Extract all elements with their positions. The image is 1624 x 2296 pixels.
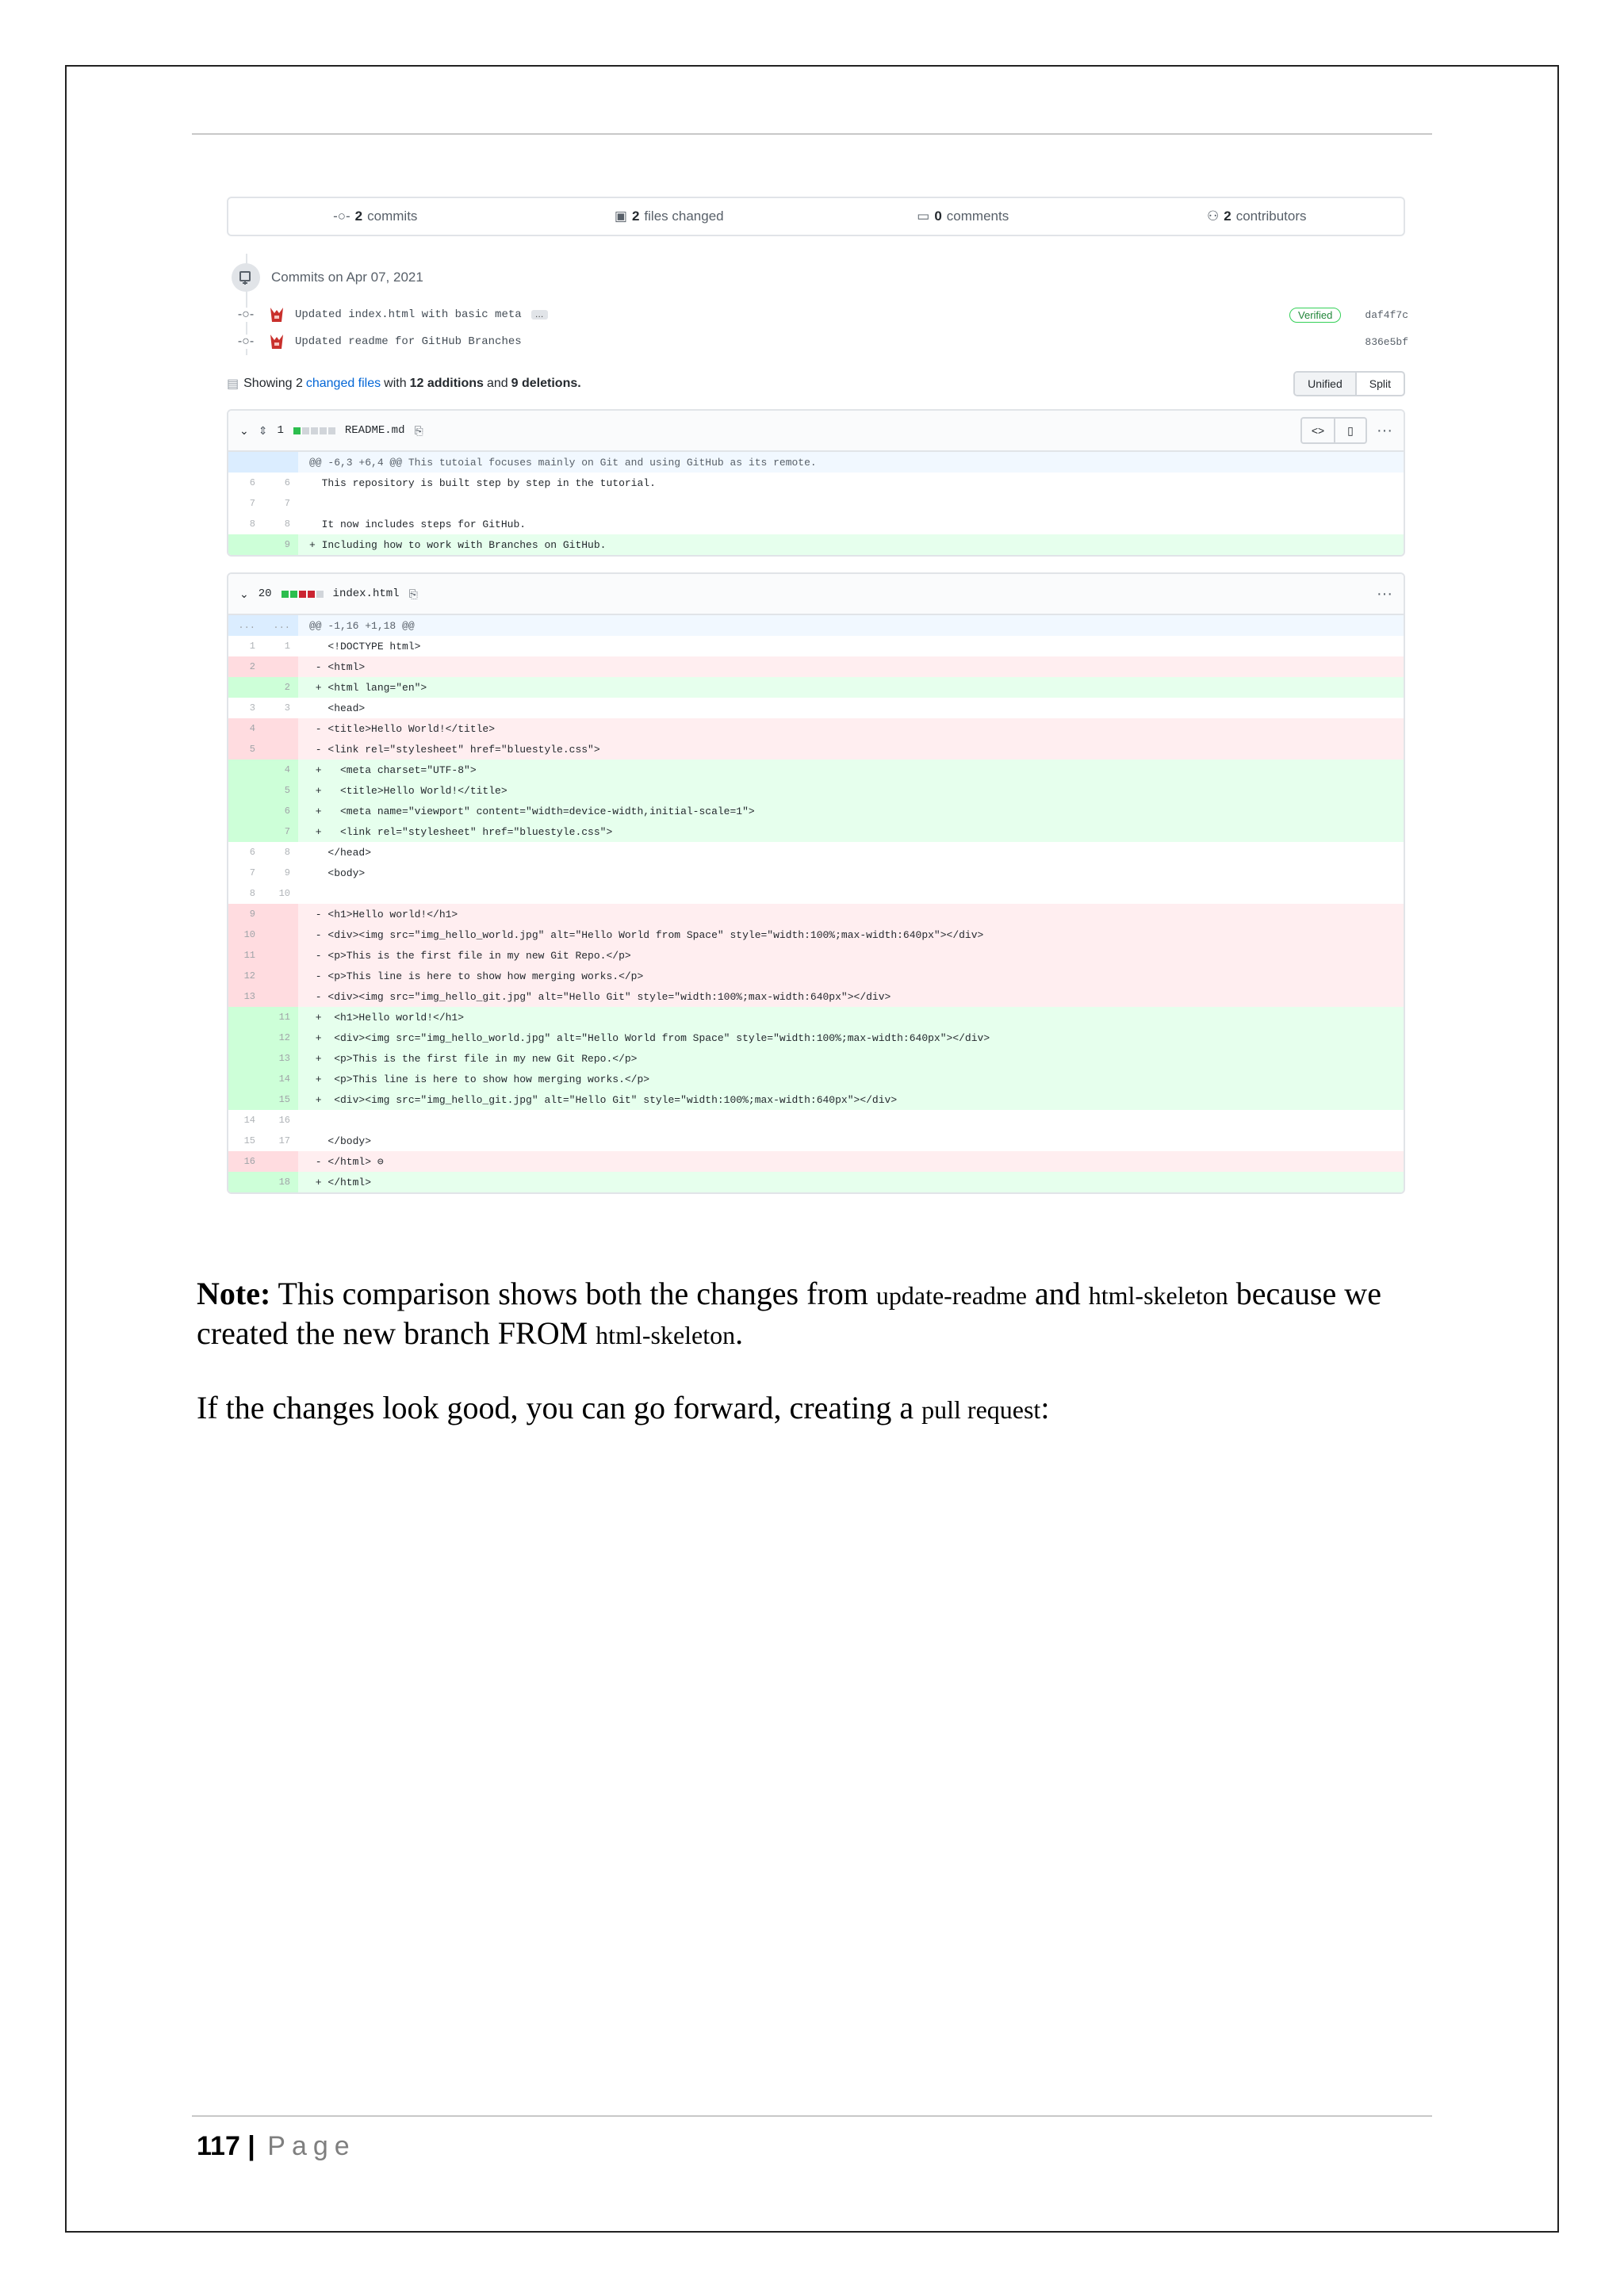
diff-line — [228, 534, 1404, 555]
chevron-down-icon[interactable]: ⌄ — [239, 587, 249, 600]
old-line-number[interactable]: 6 — [249, 477, 255, 488]
diff-line — [228, 821, 1404, 842]
summary-with: with — [384, 377, 407, 390]
note-paragraph — [197, 1275, 1434, 1354]
commit-row — [232, 333, 1408, 350]
changed-files-link[interactable]: changed files — [305, 377, 381, 390]
line-code: + <div><img src="img_hello_world.jpg" alt="Hello World from Space" style="width:100%;max-width:640px"></div> — [309, 1031, 990, 1044]
new-line-number[interactable] — [263, 966, 298, 986]
old-line-number[interactable] — [228, 1048, 263, 1069]
new-line-number[interactable]: 17 — [278, 1135, 290, 1146]
line-code: @@ -1,16 +1,18 @@ — [309, 619, 415, 632]
diff-line — [228, 677, 1404, 698]
file-diff-index-html — [227, 572, 1405, 1194]
line-code: + <title>Hello World!</title> — [309, 784, 508, 797]
line-code: + <p>This line is here to show how merging works.</p> — [309, 1073, 650, 1085]
new-line-number[interactable]: 15 — [263, 1089, 298, 1110]
line-code: + Including how to work with Branches on GitHub. — [309, 538, 607, 551]
diff-body — [228, 452, 1404, 555]
line-code: - <html> — [309, 660, 366, 673]
commits-count: 2 — [354, 209, 363, 224]
old-line-number[interactable]: 6 — [249, 847, 255, 858]
change-count: 1 — [277, 424, 284, 437]
line-code: - <div><img src="img_hello_git.jpg" alt="Hello Git" style="width:100%;max-width:640px"></div> — [309, 990, 891, 1003]
footer-rule — [192, 2115, 1432, 2117]
new-line-number[interactable]: 2 — [263, 677, 298, 698]
diff-summary — [227, 368, 1405, 400]
new-line-number[interactable] — [263, 452, 298, 473]
verified-badge[interactable]: Verified — [1289, 308, 1341, 323]
new-line-number[interactable]: 10 — [278, 888, 290, 899]
stat-contributors[interactable] — [1110, 209, 1404, 224]
diff-line — [228, 904, 1404, 924]
old-line-number[interactable] — [228, 1027, 263, 1048]
diff-line — [228, 514, 1404, 534]
diff-line — [228, 1151, 1404, 1172]
new-line-number[interactable]: 8 — [284, 519, 290, 530]
diffstat-blocks — [293, 427, 335, 434]
commit-dot-icon: -○- — [232, 308, 260, 322]
line-code: - <div><img src="img_hello_world.jpg" alt="Hello World from Space" style="width:100%;max-width:640px"></div> — [309, 928, 984, 941]
file-view-icon[interactable]: ▯ — [1334, 419, 1365, 442]
old-line-number[interactable]: 5 — [228, 739, 263, 760]
summary-showing: Showing 2 — [243, 377, 303, 390]
line-code: </body> — [309, 1135, 372, 1147]
body-paragraph — [197, 1389, 1434, 1429]
old-line-number[interactable]: 12 — [228, 966, 263, 986]
diff-line — [228, 1069, 1404, 1089]
commit-expand-button[interactable]: … — [531, 310, 548, 320]
line-code: This repository is built step by step in the tutorial. — [309, 476, 656, 489]
new-line-number[interactable] — [263, 986, 298, 1007]
old-line-number[interactable] — [228, 1172, 263, 1192]
diff-line — [228, 1131, 1404, 1151]
diff-line — [228, 698, 1404, 718]
new-line-number[interactable]: 5 — [263, 780, 298, 801]
line-code: - <p>This line is here to show how merging works.</p> — [309, 970, 644, 982]
old-line-number[interactable] — [228, 452, 263, 473]
diff-line — [228, 473, 1404, 493]
more-options-icon[interactable]: ··· — [1377, 584, 1392, 603]
line-code: + </html> — [309, 1176, 372, 1188]
line-code: + <meta charset="UTF-8"> — [309, 763, 477, 776]
old-line-number[interactable]: 16 — [228, 1151, 263, 1172]
new-line-number[interactable]: 14 — [263, 1069, 298, 1089]
stat-files-changed[interactable] — [523, 209, 817, 224]
commit-row — [232, 306, 1408, 323]
new-line-number[interactable]: 7 — [284, 498, 290, 509]
diff-line — [228, 986, 1404, 1007]
commit-message[interactable]: Updated readme for GitHub Branches — [295, 335, 522, 348]
comment-icon: ▭ — [917, 209, 930, 224]
new-line-number[interactable] — [263, 739, 298, 760]
line-code: + <link rel="stylesheet" href="bluestyle.css"> — [309, 825, 613, 838]
diff-line — [228, 656, 1404, 677]
line-code: <!DOCTYPE html> — [309, 640, 421, 652]
new-line-number[interactable]: 7 — [263, 821, 298, 842]
commit-timeline — [227, 254, 1408, 355]
contributors-count: 2 — [1224, 209, 1231, 224]
body-text: : — [1040, 1390, 1050, 1425]
files-count: 2 — [631, 209, 640, 224]
timeline-date-header — [232, 263, 423, 292]
new-line-number[interactable]: 12 — [263, 1027, 298, 1048]
old-line-number[interactable] — [228, 677, 263, 698]
new-line-number[interactable] — [263, 924, 298, 945]
commits-date: Commits on Apr 07, 2021 — [271, 270, 423, 285]
chevron-down-icon[interactable]: ⌄ — [239, 423, 249, 437]
file-diff-icon: ▣ — [614, 209, 627, 224]
comments-label: comments — [946, 209, 1009, 224]
old-line-number[interactable]: 10 — [228, 924, 263, 945]
old-line-number[interactable] — [228, 760, 263, 780]
diff-line — [228, 883, 1404, 904]
change-count: 20 — [258, 587, 272, 600]
line-code: <head> — [309, 702, 366, 714]
files-label: files changed — [644, 209, 724, 224]
diff-body — [228, 615, 1404, 1192]
diff-line — [228, 966, 1404, 986]
diff-line — [228, 760, 1404, 780]
avatar[interactable] — [268, 306, 285, 323]
old-line-number[interactable]: 8 — [249, 519, 255, 530]
diff-view-toggle — [1293, 371, 1405, 396]
new-line-number[interactable]: 8 — [284, 847, 290, 858]
stat-commits[interactable] — [228, 209, 523, 224]
commit-dot-icon: -○- — [232, 335, 260, 349]
old-line-number[interactable] — [228, 1069, 263, 1089]
new-line-number[interactable] — [263, 945, 298, 966]
new-line-number[interactable]: 9 — [263, 534, 298, 555]
diff-line — [228, 1172, 1404, 1192]
github-compare-screenshot — [227, 197, 1408, 1194]
old-line-number[interactable] — [228, 1007, 263, 1027]
line-code: @@ -6,3 +6,4 @@ This tutoial focuses mainly on Git and using GitHub as its remote. — [309, 456, 817, 469]
diff-line — [228, 780, 1404, 801]
old-line-number[interactable]: ... — [228, 615, 263, 636]
old-line-number[interactable] — [228, 801, 263, 821]
commits-label: commits — [367, 209, 418, 224]
new-line-number[interactable]: 18 — [263, 1172, 298, 1192]
commit-sha[interactable]: daf4f7c — [1365, 308, 1408, 321]
diff-line — [228, 1048, 1404, 1069]
old-line-number[interactable] — [228, 821, 263, 842]
new-line-number[interactable]: 13 — [263, 1048, 298, 1069]
old-line-number[interactable]: 14 — [243, 1115, 255, 1126]
line-code: + <meta name="viewport" content="width=device-width,initial-scale=1"> — [309, 805, 755, 817]
code-view-icon[interactable]: <> — [1311, 424, 1325, 437]
diff-line — [228, 842, 1404, 863]
old-line-number[interactable] — [228, 1089, 263, 1110]
commit-message[interactable]: Updated index.html with basic meta — [295, 308, 522, 321]
line-code: + <div><img src="img_hello_git.jpg" alt="Hello Git" style="width:100%;max-width:640px"></div> — [309, 1093, 898, 1106]
diff-line — [228, 863, 1404, 883]
file-name[interactable]: README.md — [344, 424, 405, 437]
commit-icon: -○- — [333, 209, 350, 224]
new-line-number[interactable]: 1 — [284, 641, 290, 652]
new-line-number[interactable]: 6 — [263, 801, 298, 821]
avatar[interactable] — [268, 333, 285, 350]
line-code: - <h1>Hello world!</h1> — [309, 908, 458, 920]
old-line-number[interactable]: 15 — [243, 1135, 255, 1146]
body-text: If the changes look good, you can go forward, creating a — [197, 1390, 922, 1425]
note-text: . — [735, 1315, 744, 1351]
people-icon: ⚇ — [1206, 209, 1220, 224]
new-line-number[interactable] — [263, 904, 298, 924]
old-line-number[interactable] — [228, 780, 263, 801]
copy-icon[interactable]: ⎘ — [408, 587, 418, 600]
diffstat-blocks — [282, 591, 324, 598]
new-line-number[interactable]: 3 — [284, 702, 290, 714]
more-options-icon[interactable]: ··· — [1377, 421, 1392, 439]
old-line-number[interactable]: 7 — [249, 498, 255, 509]
new-line-number[interactable]: 6 — [284, 477, 290, 488]
line-code: + <h1>Hello world!</h1> — [309, 1011, 465, 1024]
old-line-number[interactable]: 8 — [249, 888, 255, 899]
old-line-number[interactable]: 2 — [228, 656, 263, 677]
old-line-number[interactable]: 11 — [228, 945, 263, 966]
old-line-number[interactable]: 9 — [228, 904, 263, 924]
old-line-number[interactable] — [228, 534, 263, 555]
page-number: 117 — [197, 2131, 240, 2161]
line-code: - </html> ⊖ — [309, 1155, 384, 1168]
file-icon: ▤ — [227, 377, 239, 391]
unified-button[interactable]: Unified — [1295, 373, 1357, 395]
note-text: This comparison shows both the changes from — [270, 1276, 876, 1311]
split-button[interactable]: Split — [1369, 377, 1391, 390]
old-line-number[interactable]: 1 — [249, 641, 255, 652]
branch-name: update-readme — [875, 1281, 1027, 1310]
new-line-number[interactable]: ... — [263, 615, 298, 636]
new-line-number[interactable] — [263, 1151, 298, 1172]
note-label: Note: — [197, 1276, 271, 1311]
header-rule — [192, 133, 1432, 135]
deletions-count: 9 deletions. — [511, 377, 581, 390]
old-line-number[interactable]: 7 — [249, 867, 255, 878]
diff-line — [228, 945, 1404, 966]
old-line-number[interactable]: 3 — [249, 702, 255, 714]
compare-stats-bar — [227, 197, 1405, 236]
footer-separator: | — [239, 2131, 263, 2161]
new-line-number[interactable]: 4 — [263, 760, 298, 780]
old-line-number[interactable]: 4 — [228, 718, 263, 739]
file-diff-readme — [227, 409, 1405, 557]
stat-comments[interactable] — [816, 209, 1110, 224]
diff-line — [228, 739, 1404, 760]
line-code: + <html lang="en"> — [309, 681, 427, 694]
contributors-label: contributors — [1235, 209, 1307, 224]
line-code: - <link rel="stylesheet" href="bluestyle.css"> — [309, 743, 600, 756]
summary-and: and — [486, 377, 508, 390]
new-line-number[interactable]: 11 — [263, 1007, 298, 1027]
branch-name: html-skeleton — [1088, 1281, 1228, 1310]
line-code: - <title>Hello World!</title> — [309, 722, 496, 735]
hunk-header-row — [228, 452, 1404, 473]
old-line-number[interactable]: 13 — [228, 986, 263, 1007]
comments-count: 0 — [934, 209, 942, 224]
page-footer — [197, 2131, 356, 2162]
diff-line — [228, 636, 1404, 656]
new-line-number[interactable] — [263, 656, 298, 677]
hunk-header-row — [228, 615, 1404, 636]
diff-line — [228, 1007, 1404, 1027]
branch-name: html-skeleton — [596, 1321, 736, 1349]
new-line-number[interactable]: 9 — [284, 867, 290, 878]
diff-line — [228, 801, 1404, 821]
note-text: and — [1026, 1276, 1089, 1311]
diff-line — [228, 1027, 1404, 1048]
expand-icon[interactable]: ⇕ — [258, 423, 268, 437]
copy-icon[interactable]: ⎘ — [414, 423, 423, 437]
diff-line — [228, 1089, 1404, 1110]
line-code: <body> — [309, 867, 366, 879]
line-code: </head> — [309, 846, 372, 859]
line-code: It now includes steps for GitHub. — [309, 518, 527, 530]
new-line-number[interactable] — [263, 718, 298, 739]
file-header — [228, 574, 1404, 615]
diff-line — [228, 718, 1404, 739]
line-code: + <p>This is the first file in my new Git Repo.</p> — [309, 1052, 638, 1065]
term-pull-request: pull request — [921, 1395, 1041, 1424]
commit-sha[interactable]: 836e5bf — [1365, 335, 1408, 348]
page-word: Page — [267, 2131, 356, 2161]
view-buttons — [1300, 417, 1367, 444]
git-commit-group-icon — [232, 263, 260, 292]
file-name[interactable]: index.html — [332, 587, 400, 600]
diff-line — [228, 1110, 1404, 1131]
new-line-number[interactable]: 16 — [278, 1115, 290, 1126]
line-code: - <p>This is the first file in my new Git Repo.</p> — [309, 949, 631, 962]
diff-line — [228, 924, 1404, 945]
diff-line — [228, 493, 1404, 514]
note-text: because we created the new branch FROM — [197, 1276, 1381, 1351]
additions-count: 12 additions — [409, 377, 484, 390]
file-header — [228, 411, 1404, 452]
